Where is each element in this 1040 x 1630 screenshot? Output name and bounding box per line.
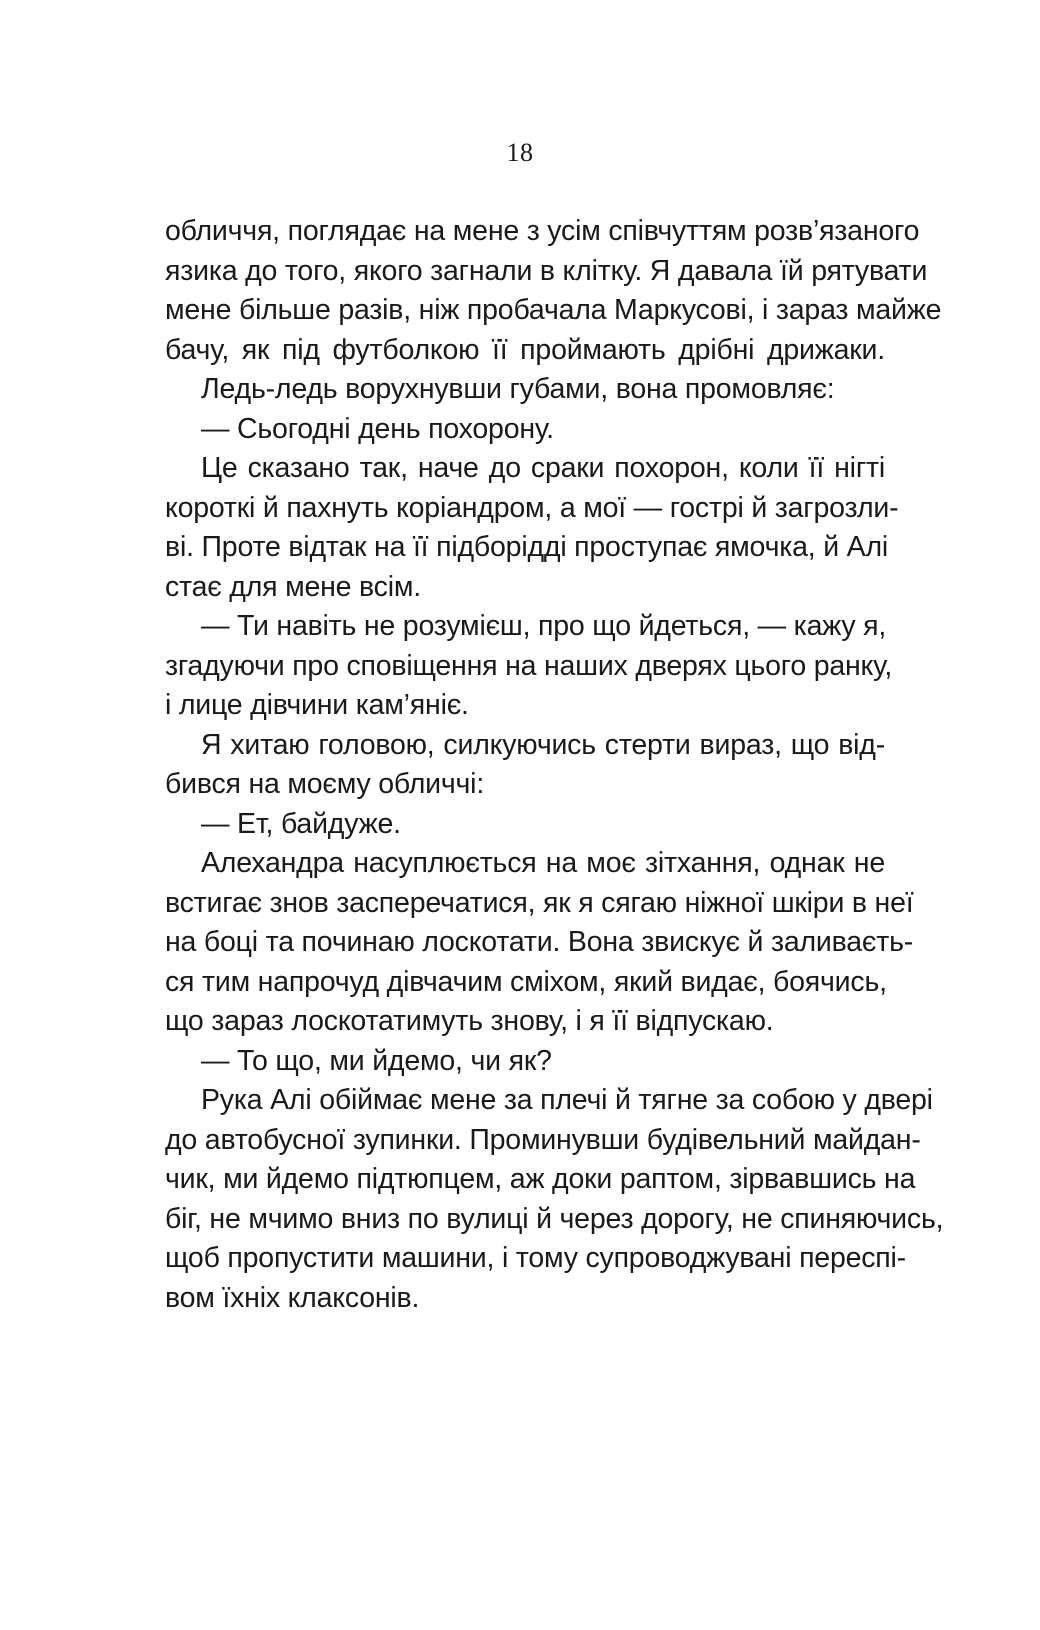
text-line: короткі й пахнуть коріандром, а мої — гострі й загрозли- <box>165 491 899 524</box>
text-line: — Сьогодні день похорону. <box>201 412 554 445</box>
text-line: Ледь-ледь ворухнувши губами, вона промовляє: <box>201 373 835 405</box>
text-line: на боці та починаю лоскотати. Вона звискує й заливаєть- <box>165 926 914 958</box>
text-line: Рука Алі обіймає мене за плечі й тягне за собою у двері <box>201 1084 933 1116</box>
body-text <box>165 212 944 1318</box>
text-line: — Ти навіть не розумієш, про що йдеться, — кажу я, <box>201 610 887 642</box>
text-line: що зараз лоскотатимуть знову, і я її відпускаю. <box>165 1005 774 1037</box>
text-line: — Ет, байдуже. <box>201 807 401 840</box>
text-line: Алехандра насуплюється на моє зітхання, однак не <box>201 847 885 879</box>
text-line: біг, не мчимо вниз по вулиці й через дорогу, не спиняючись, <box>165 1202 944 1235</box>
text-line: Це сказано так, наче до сраки похорон, коли її нігті <box>201 452 885 484</box>
text-line: бачу, як під футболкою її проймають дрібні дрижаки. <box>165 333 885 366</box>
text-line: і лице дівчини кам’яніє. <box>165 689 469 721</box>
text-line: до автобусної зупинки. Проминувши будівельний майдан- <box>165 1123 921 1156</box>
text-line: щоб пропустити машини, і тому супроводжувані переспі- <box>165 1242 906 1274</box>
text-line: Я хитаю головою, силкуючись стерти вираз, що від- <box>201 728 885 761</box>
page-number: 18 <box>506 138 534 167</box>
text-line: чик, ми йдемо підтюпцем, аж доки раптом, зірвавшись на <box>165 1163 916 1195</box>
text-line: ві. Проте відтак на її підборідді проступає ямочка, й Алі <box>165 531 889 563</box>
text-line: вом їхніх клаксонів. <box>165 1281 420 1314</box>
text-line: встигає знов засперечатися, як я сягаю ніжної шкіри в неї <box>165 886 914 919</box>
text-line: — То що, ми йдемо, чи як? <box>201 1044 552 1077</box>
text-line: ся тим напрочуд дівчачим сміхом, який видає, боячись, <box>165 965 887 998</box>
text-line: мене більше разів, ніж пробачала Маркусові, і зараз майже <box>165 294 942 326</box>
text-line: язика до того, якого загнали в клітку. Я давала їй рятувати <box>165 254 928 287</box>
text-line: згадуючи про сповіщення на наших дверях цього ранку, <box>165 649 893 682</box>
text-line: бився на моєму обличчі: <box>165 768 485 800</box>
text-line: обличчя, поглядає на мене з усім співчуттям розв’язаного <box>165 215 920 247</box>
text-line: стає для мене всім. <box>165 570 421 603</box>
